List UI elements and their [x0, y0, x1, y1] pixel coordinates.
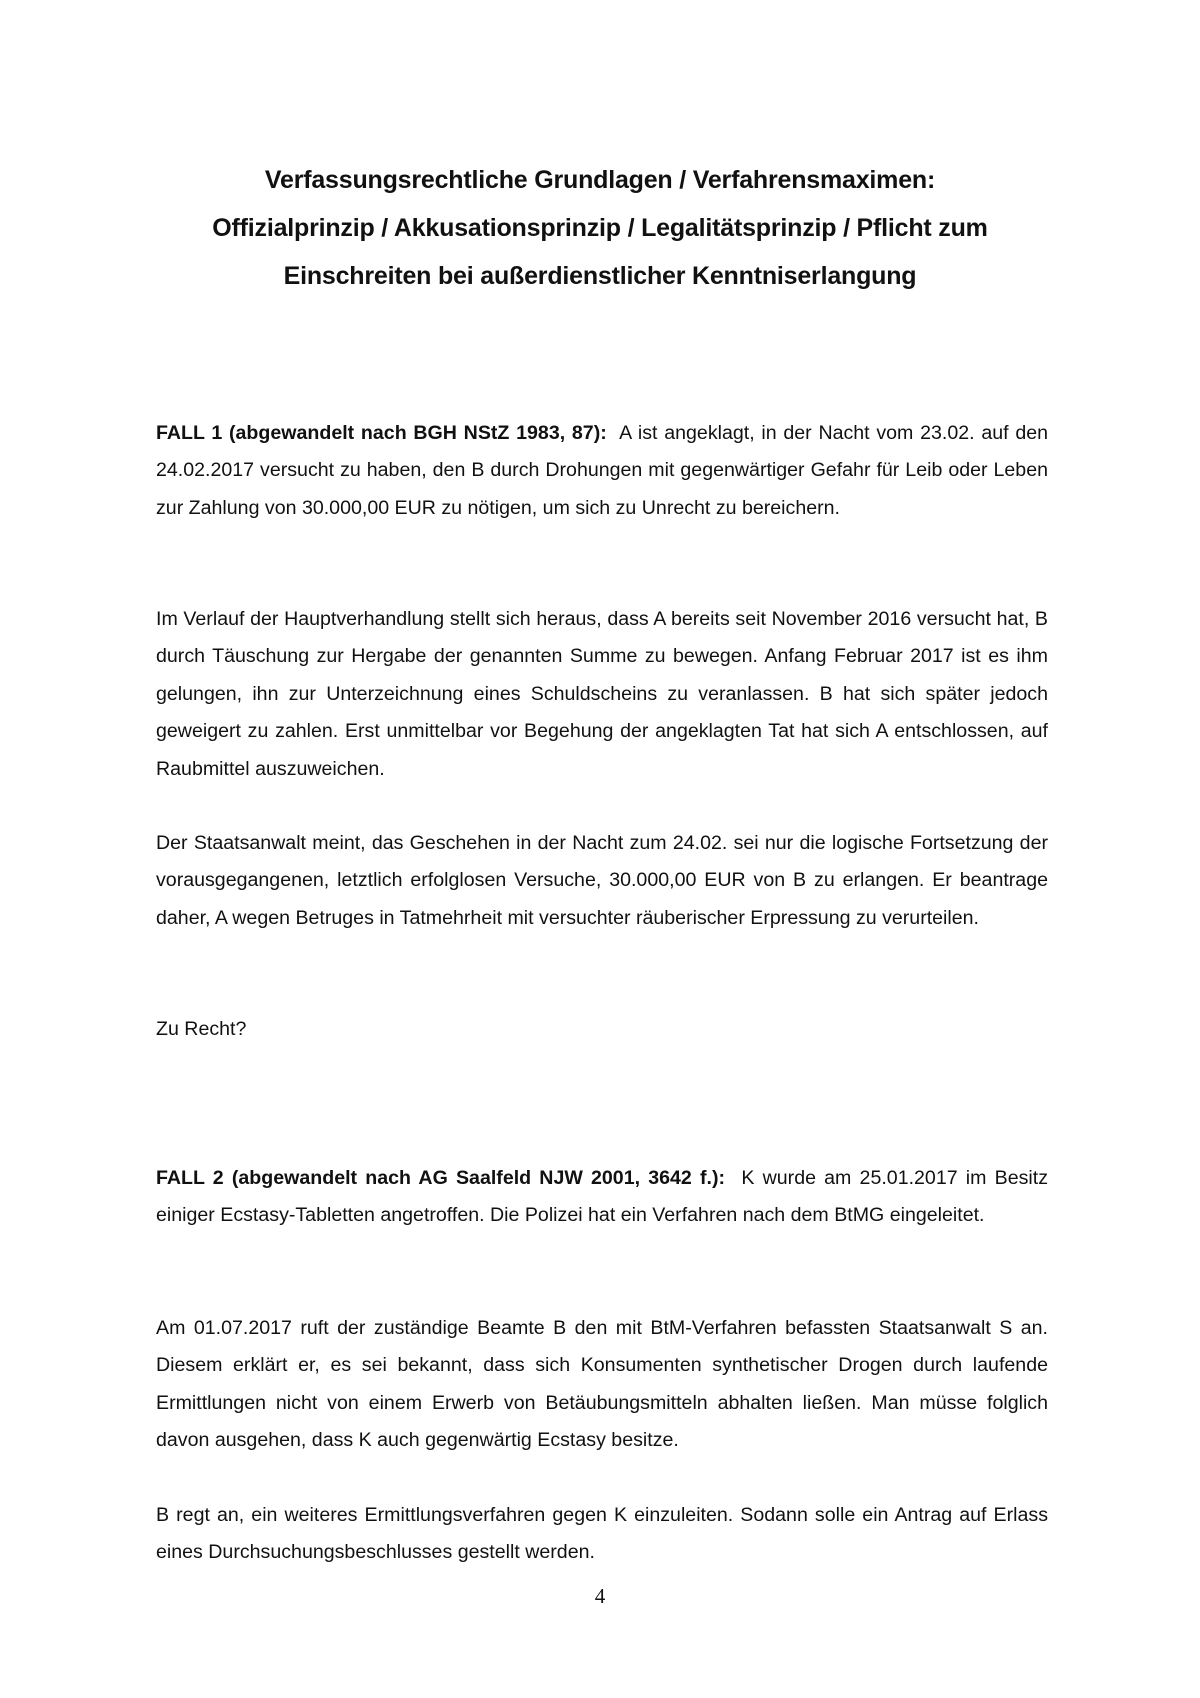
page-number: 4 — [594, 1584, 606, 1608]
title-line-1: Verfassungsrechtliche Grundlagen / Verfahrensmaximen: — [264, 166, 936, 194]
title-line-2: Offizialprinzip / Akkusationsprinzip / Legalitätsprinzip / Pflicht zum — [212, 214, 988, 242]
case2-paragraph-2: Am 01.07.2017 ruft der zuständige Beamte B den mit BtM-Verfahren befassten Staatsanwalt S an. Diesem erklärt er, es sei bekannt, dass sich Konsumenten synthetischer Drogen durch laufende Ermittlungen nicht von einem Erwerb von Betäubungsmitteln abhalten ließen. Man müsse folglich davon ausgehen, dass K auch gegenwärtig Ecstasy besitze. — [156, 1317, 1048, 1452]
case2-intro-paragraph — [156, 1160, 1048, 1235]
case1-paragraph-2: Im Verlauf der Hauptverhandlung stellt sich heraus, dass A bereits seit November 2016 versucht hat, B durch Täuschung zur Hergabe der genannten Summe zu bewegen. Anfang Februar 2017 ist es ihm gelungen, ihn zur Unterzeichnung eines Schuldscheins zu veranlassen. B hat sich später jedoch geweigert zu zahlen. Erst unmittelbar vor Begehung der angeklagten Tat hat sich A entschlossen, auf Raubmittel auszuweichen. — [156, 608, 1048, 780]
case1-question: Zu Recht? — [156, 1018, 247, 1040]
document-title — [150, 156, 1050, 300]
case1-intro-paragraph — [156, 415, 1048, 527]
case2-paragraph-3: B regt an, ein weiteres Ermittlungsverfahren gegen K einzuleiten. Sodann solle ein Antrag auf Erlass eines Durchsuchungsbeschlusses gestellt werden. — [156, 1504, 1048, 1564]
case2-paragraph-1-text: K wurde am 25.01.2017 im Besitz einiger Ecstasy-Tabletten angetroffen. Die Polizei hat ein Verfahren nach dem BtMG eingeleitet. — [156, 1167, 1049, 1227]
title-line-3: Einschreiten bei außerdienstlicher Kenntniserlangung — [283, 262, 917, 290]
case1-paragraph-3: Der Staatsanwalt meint, das Geschehen in der Nacht zum 24.02. sei nur die logische Fortsetzung der vorausgegangenen, letztlich erfolglosen Versuche, 30.000,00 EUR von B zu erlangen. Er beantrage daher, A wegen Betruges in Tatmehrheit mit versuchter räuberischer Erpressung zu verurteilen. — [156, 832, 1048, 929]
case1-label: FALL 1 (abgewandelt nach BGH NStZ 1983, 87): — [156, 422, 607, 444]
case1-paragraph-1-text: A ist angeklagt, in der Nacht vom 23.02. auf den 24.02.2017 versucht zu haben, den B durch Drohungen mit gegenwärtiger Gefahr für Leib oder Leben zur Zahlung von 30.000,00 EUR zu nötigen, um sich zu Unrecht zu bereichern. — [156, 422, 1049, 519]
case2-label: FALL 2 (abgewandelt nach AG Saalfeld NJW 2001, 3642 f.): — [156, 1167, 726, 1189]
